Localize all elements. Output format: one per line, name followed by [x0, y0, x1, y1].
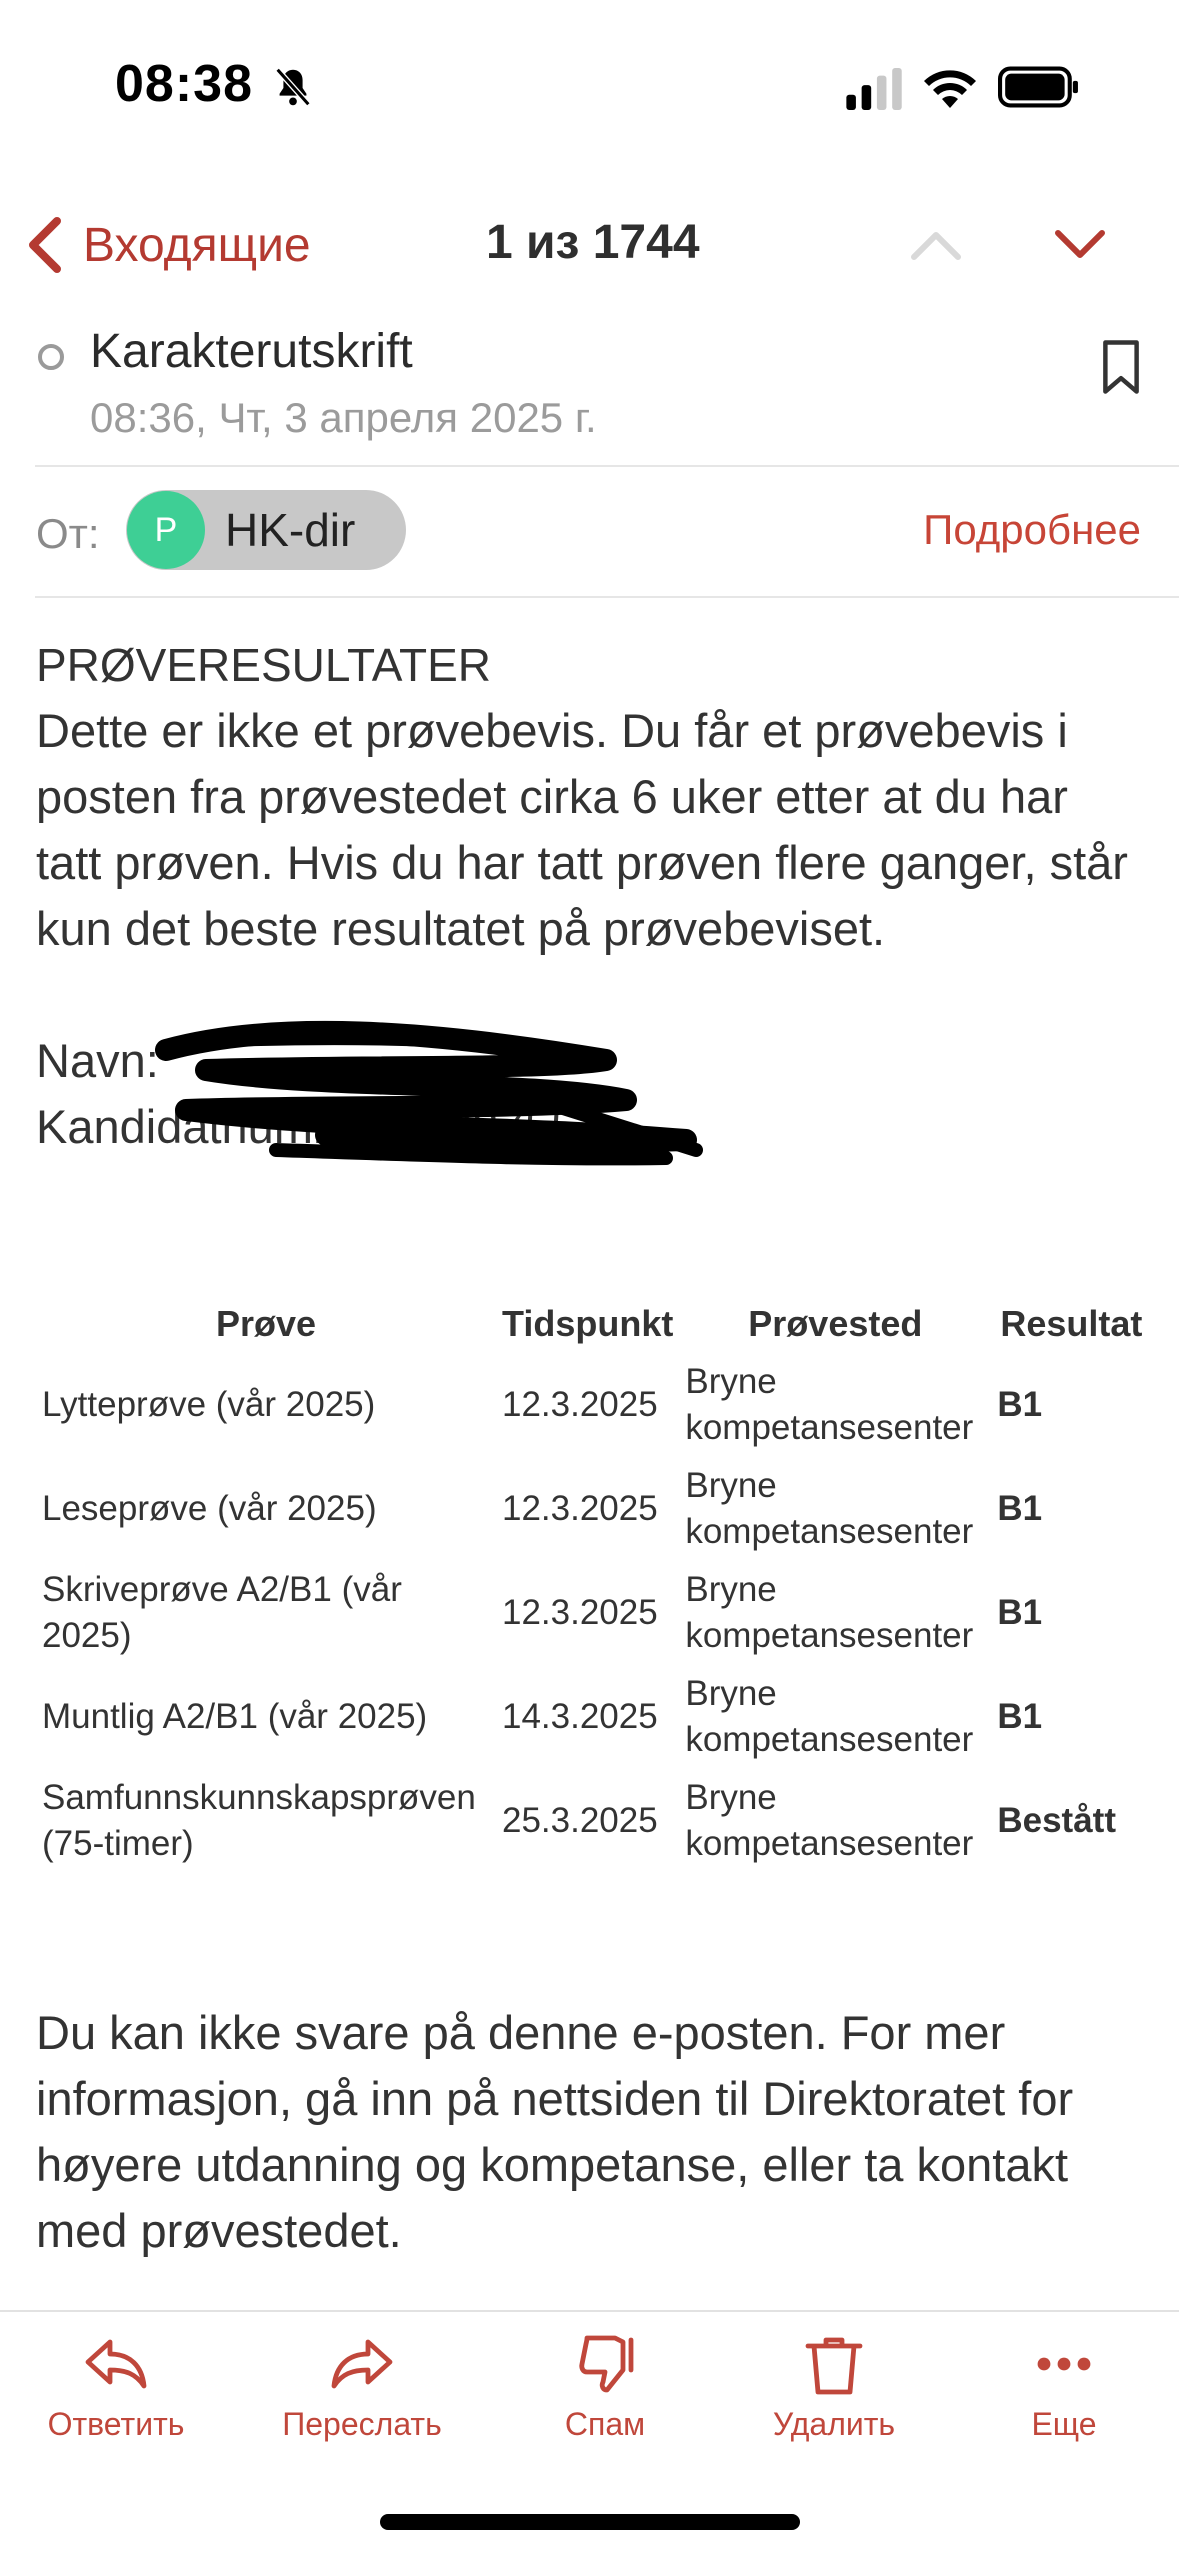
- from-label: От:: [36, 510, 100, 557]
- cell-place: Bryne kompetansesenter: [685, 1570, 974, 1655]
- chevron-left-icon: [25, 215, 65, 275]
- trash-icon: [800, 2330, 868, 2398]
- cell-date: 14.3.2025: [502, 1697, 658, 1736]
- table-row: [36, 1665, 1151, 1769]
- divider: [35, 465, 1179, 467]
- message-counter: 1 из 1744: [486, 216, 700, 269]
- reply-icon: [82, 2330, 150, 2398]
- spam-label: Спам: [564, 2406, 646, 2442]
- back-label: Входящие: [83, 218, 311, 272]
- footer-text: Du kan ikke svare på denne e-posten. For mer informasjon, gå inn på nettsiden til Direktoratet for høyere utdanning og kompetanse, eller ta kontakt med prøvestedet.: [36, 2006, 1074, 2257]
- cell-date: 12.3.2025: [502, 1385, 658, 1424]
- spam-button[interactable]: [495, 2330, 715, 2443]
- cell-date: 12.3.2025: [502, 1489, 658, 1528]
- table-header-row: [36, 1295, 1151, 1353]
- thumbs-down-icon: [571, 2330, 639, 2398]
- bookmark-icon[interactable]: [1098, 338, 1144, 396]
- details-link[interactable]: Подробнее: [923, 506, 1141, 553]
- cell-test: Muntlig A2/B1 (vår 2025): [42, 1697, 428, 1736]
- next-message-button[interactable]: [1052, 223, 1108, 267]
- cell-place: Bryne kompetansesenter: [685, 1674, 974, 1759]
- message-subject: Karakterutskrift: [90, 325, 413, 378]
- table-row: [36, 1353, 1151, 1457]
- table-row: [36, 1457, 1151, 1561]
- divider: [35, 596, 1179, 598]
- bottom-toolbar: [0, 2312, 1179, 2462]
- header-result: Resultat: [1000, 1303, 1143, 1344]
- cell-test: Leseprøve (vår 2025): [42, 1489, 377, 1528]
- cell-result: B1: [997, 1697, 1043, 1736]
- reply-button[interactable]: [6, 2330, 226, 2443]
- sender-chip[interactable]: [126, 490, 406, 570]
- redaction-scribble: [126, 1010, 746, 1170]
- candidate-info: [36, 1028, 1146, 1160]
- results-table: [36, 1295, 1151, 1873]
- wifi-icon: [922, 64, 978, 108]
- cell-date: 12.3.2025: [502, 1593, 658, 1632]
- sender-name: HK-dir: [225, 504, 356, 556]
- cell-test: Samfunnskunnskapsprøven (75-timer): [42, 1778, 476, 1863]
- cell-result: B1: [997, 1385, 1043, 1424]
- cell-place: Bryne kompetansesenter: [685, 1362, 974, 1447]
- table-row: [36, 1769, 1151, 1873]
- cell-result: Bestått: [997, 1801, 1116, 1840]
- battery-icon: [998, 66, 1080, 108]
- table-row: [36, 1561, 1151, 1665]
- bell-slash-icon: [270, 64, 316, 110]
- status-bar: [0, 0, 1179, 170]
- from-row: [0, 488, 1179, 578]
- body-intro: Dette er ikke et prøvebevis. Du får et prøvebevis i posten fra prøvestedet cirka 6 uker etter at du har tatt prøven. Hvis du har tatt prøven flere ganger, står kun det beste resultatet på prøvebeviset.: [36, 704, 1128, 955]
- delete-button[interactable]: [724, 2330, 944, 2443]
- clock: 08:38: [115, 55, 253, 113]
- candidate-number-line: Kandidatnummer: 492755: [36, 1100, 577, 1153]
- previous-message-button[interactable]: [908, 223, 964, 267]
- more-button[interactable]: [954, 2330, 1174, 2443]
- navigation-bar: [0, 195, 1179, 295]
- more-label: Еще: [1031, 2406, 1097, 2442]
- back-to-inbox-button[interactable]: [25, 215, 311, 275]
- message-body: [36, 632, 1146, 1160]
- home-indicator[interactable]: [380, 2514, 800, 2530]
- name-line: Navn:: [36, 1034, 159, 1087]
- cell-test: Lytteprøve (vår 2025): [42, 1385, 376, 1424]
- header-time: Tidspunkt: [502, 1303, 674, 1344]
- body-heading: PRØVERESULTATER: [36, 639, 491, 691]
- forward-button[interactable]: [252, 2330, 472, 2443]
- cell-place: Bryne kompetansesenter: [685, 1466, 974, 1551]
- cell-result: B1: [997, 1489, 1043, 1528]
- header-test: Prøve: [215, 1303, 317, 1344]
- cell-place: Bryne kompetansesenter: [685, 1778, 974, 1863]
- forward-icon: [328, 2330, 396, 2398]
- read-status-icon[interactable]: [38, 344, 64, 370]
- cellular-signal-icon: [845, 68, 905, 110]
- message-date: 08:36, Чт, 3 апреля 2025 г.: [90, 394, 597, 441]
- delete-label: Удалить: [772, 2406, 896, 2442]
- reply-label: Ответить: [47, 2406, 185, 2442]
- header-place: Prøvested: [748, 1303, 923, 1344]
- forward-label: Переслать: [282, 2406, 442, 2442]
- cell-test: Skriveprøve A2/B1 (vår 2025): [42, 1570, 402, 1655]
- cell-date: 25.3.2025: [502, 1801, 658, 1840]
- avatar: P: [127, 491, 205, 569]
- message-header: [0, 318, 1179, 468]
- cell-result: B1: [997, 1593, 1043, 1632]
- more-icon: [1030, 2330, 1098, 2398]
